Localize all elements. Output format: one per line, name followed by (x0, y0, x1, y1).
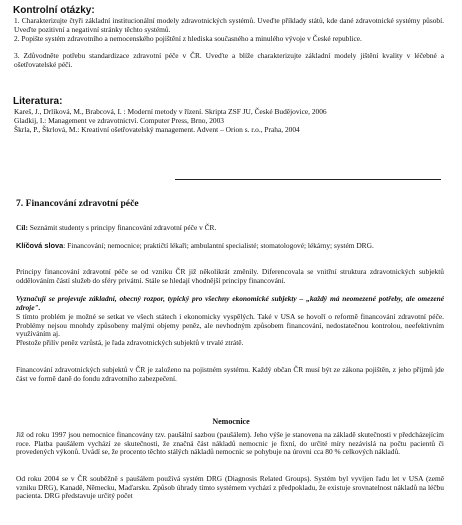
literature-item: Gladkij, I.: Management ve zdravotnictví. Computer Press, Brno, 2003 (14, 116, 224, 125)
paragraph-principles: Principy financování zdravotní péče se od vzniku ČR již několikrát změnily. Diferencovala se vnitřní struktura zdravotnických subjektů oddělováním částí služeb do sféry privátní. Stále se hledají vhodnější principy financování. (16, 267, 444, 285)
goal-paragraph (16, 224, 444, 233)
keywords-text: : Financování; nemocnice; praktičtí lékaři; ambulantní specialisté; stomatologové; lékárny; systém DRG. (63, 241, 374, 250)
paragraph-lump-sum: Již od roku 1997 jsou nemocnice financovány tzv. paušální sazbou (paušálem). Jeho výše je stanovena na základě skutečnosti v předcházejícím roce. Platba paušálem vychází ze skutečnosti, že značná část nákladů nemocnic je fixní, do určité míry nezávislá na počtu pacientů či provedených výkonů. Uvádí se, že procento těchto stálých nákladů nemocnic se pohybuje na úrovni cca 80 % celkových nákladů. (16, 430, 444, 457)
literature-heading: Literatura: (13, 96, 63, 107)
control-questions-heading: Kontrolní otázky: (13, 5, 95, 16)
hospitals-subheading: Nemocnice (212, 417, 250, 426)
question-1: 1. Charakterizujte čtyři základní institucionální modely zdravotnických systémů. Uveďte příklady států, kde dané zdravotnické systémy působí. Uveďte pozitivní a negativní stránky těchto systémů. (14, 16, 444, 34)
question-2: 2. Popište systém zdravotního a nemocenského pojištění z hlediska současného a minulého vývoje v České republice. (14, 34, 362, 43)
literature-item: Kareš, J., Drlíková, M., Brabcová, I. : Moderní metody v řízení. Skripta ZSF JU, České Budějovice, 2006 (14, 107, 327, 116)
paragraph-insurance: Financování zdravotnických subjektů v ČR je založeno na pojistném systému. Každý občan ČR musí být ze zákona pojištěn, z jeho příjmů jde část ve formě daně do fondu zdravotního zabezpečení. (16, 365, 444, 383)
goal-label: Cíl: (16, 223, 28, 232)
paragraph-problems: S tímto problém je možné se setkat ve všech státech i ekonomicky vyspělých. Také v USA se hovoří o reformě financování zdravotní péče. Problémy nejsou mnohdy způsobeny malými objemy peněz, ale nevhodným způsobem financování, nedostatečnou kontrolou, neefektivním využíváním aj. (16, 312, 444, 339)
paragraph-conflict: Vyznačují se projevuje základní, obecný rozpor, typický pro všechny ekonomické subjekty – „každý má neomezené potřeby, ale omezené zdroje". (16, 294, 444, 312)
keywords-label: Klíčová slova (16, 241, 64, 250)
section-divider (175, 179, 441, 180)
chapter-title: 7. Financování zdravotní péče (16, 198, 139, 209)
question-3: 3. Zdůvodněte potřebu standardizace zdravotní péče v ČR. Uveďte a blíže charakterizujte základní modely jištění kvality v léčebné a ošetřovatelské péči. (14, 51, 444, 69)
goal-text: Seznámit studenty s principy financování zdravotní péče v ČR. (27, 223, 217, 232)
literature-item: Škrla, P., Škrlová, M.: Kreativní ošetřovatelský management. Advent – Orion s. r.o., Praha, 2004 (14, 125, 300, 134)
keywords-paragraph (16, 242, 444, 251)
paragraph-loss: Přestože přilív peněz vzrůstá, je řada zdravotnických subjektů v trvalé ztrátě. (16, 338, 244, 347)
paragraph-drg: Od roku 2004 se v ČR souběžně s paušálem používá systém DRG (Diagnosis Related Groups). Systém byl vyvíjen řadu let v USA (země vzniku DRG), Kanadě, Německu, Maďarsku. Způsob úhrady tímto systémem vychází z předpokladu, že existuje srovnatelnost nákladů na léčbu pacienta. DRG představuje určitý počet (16, 474, 444, 501)
